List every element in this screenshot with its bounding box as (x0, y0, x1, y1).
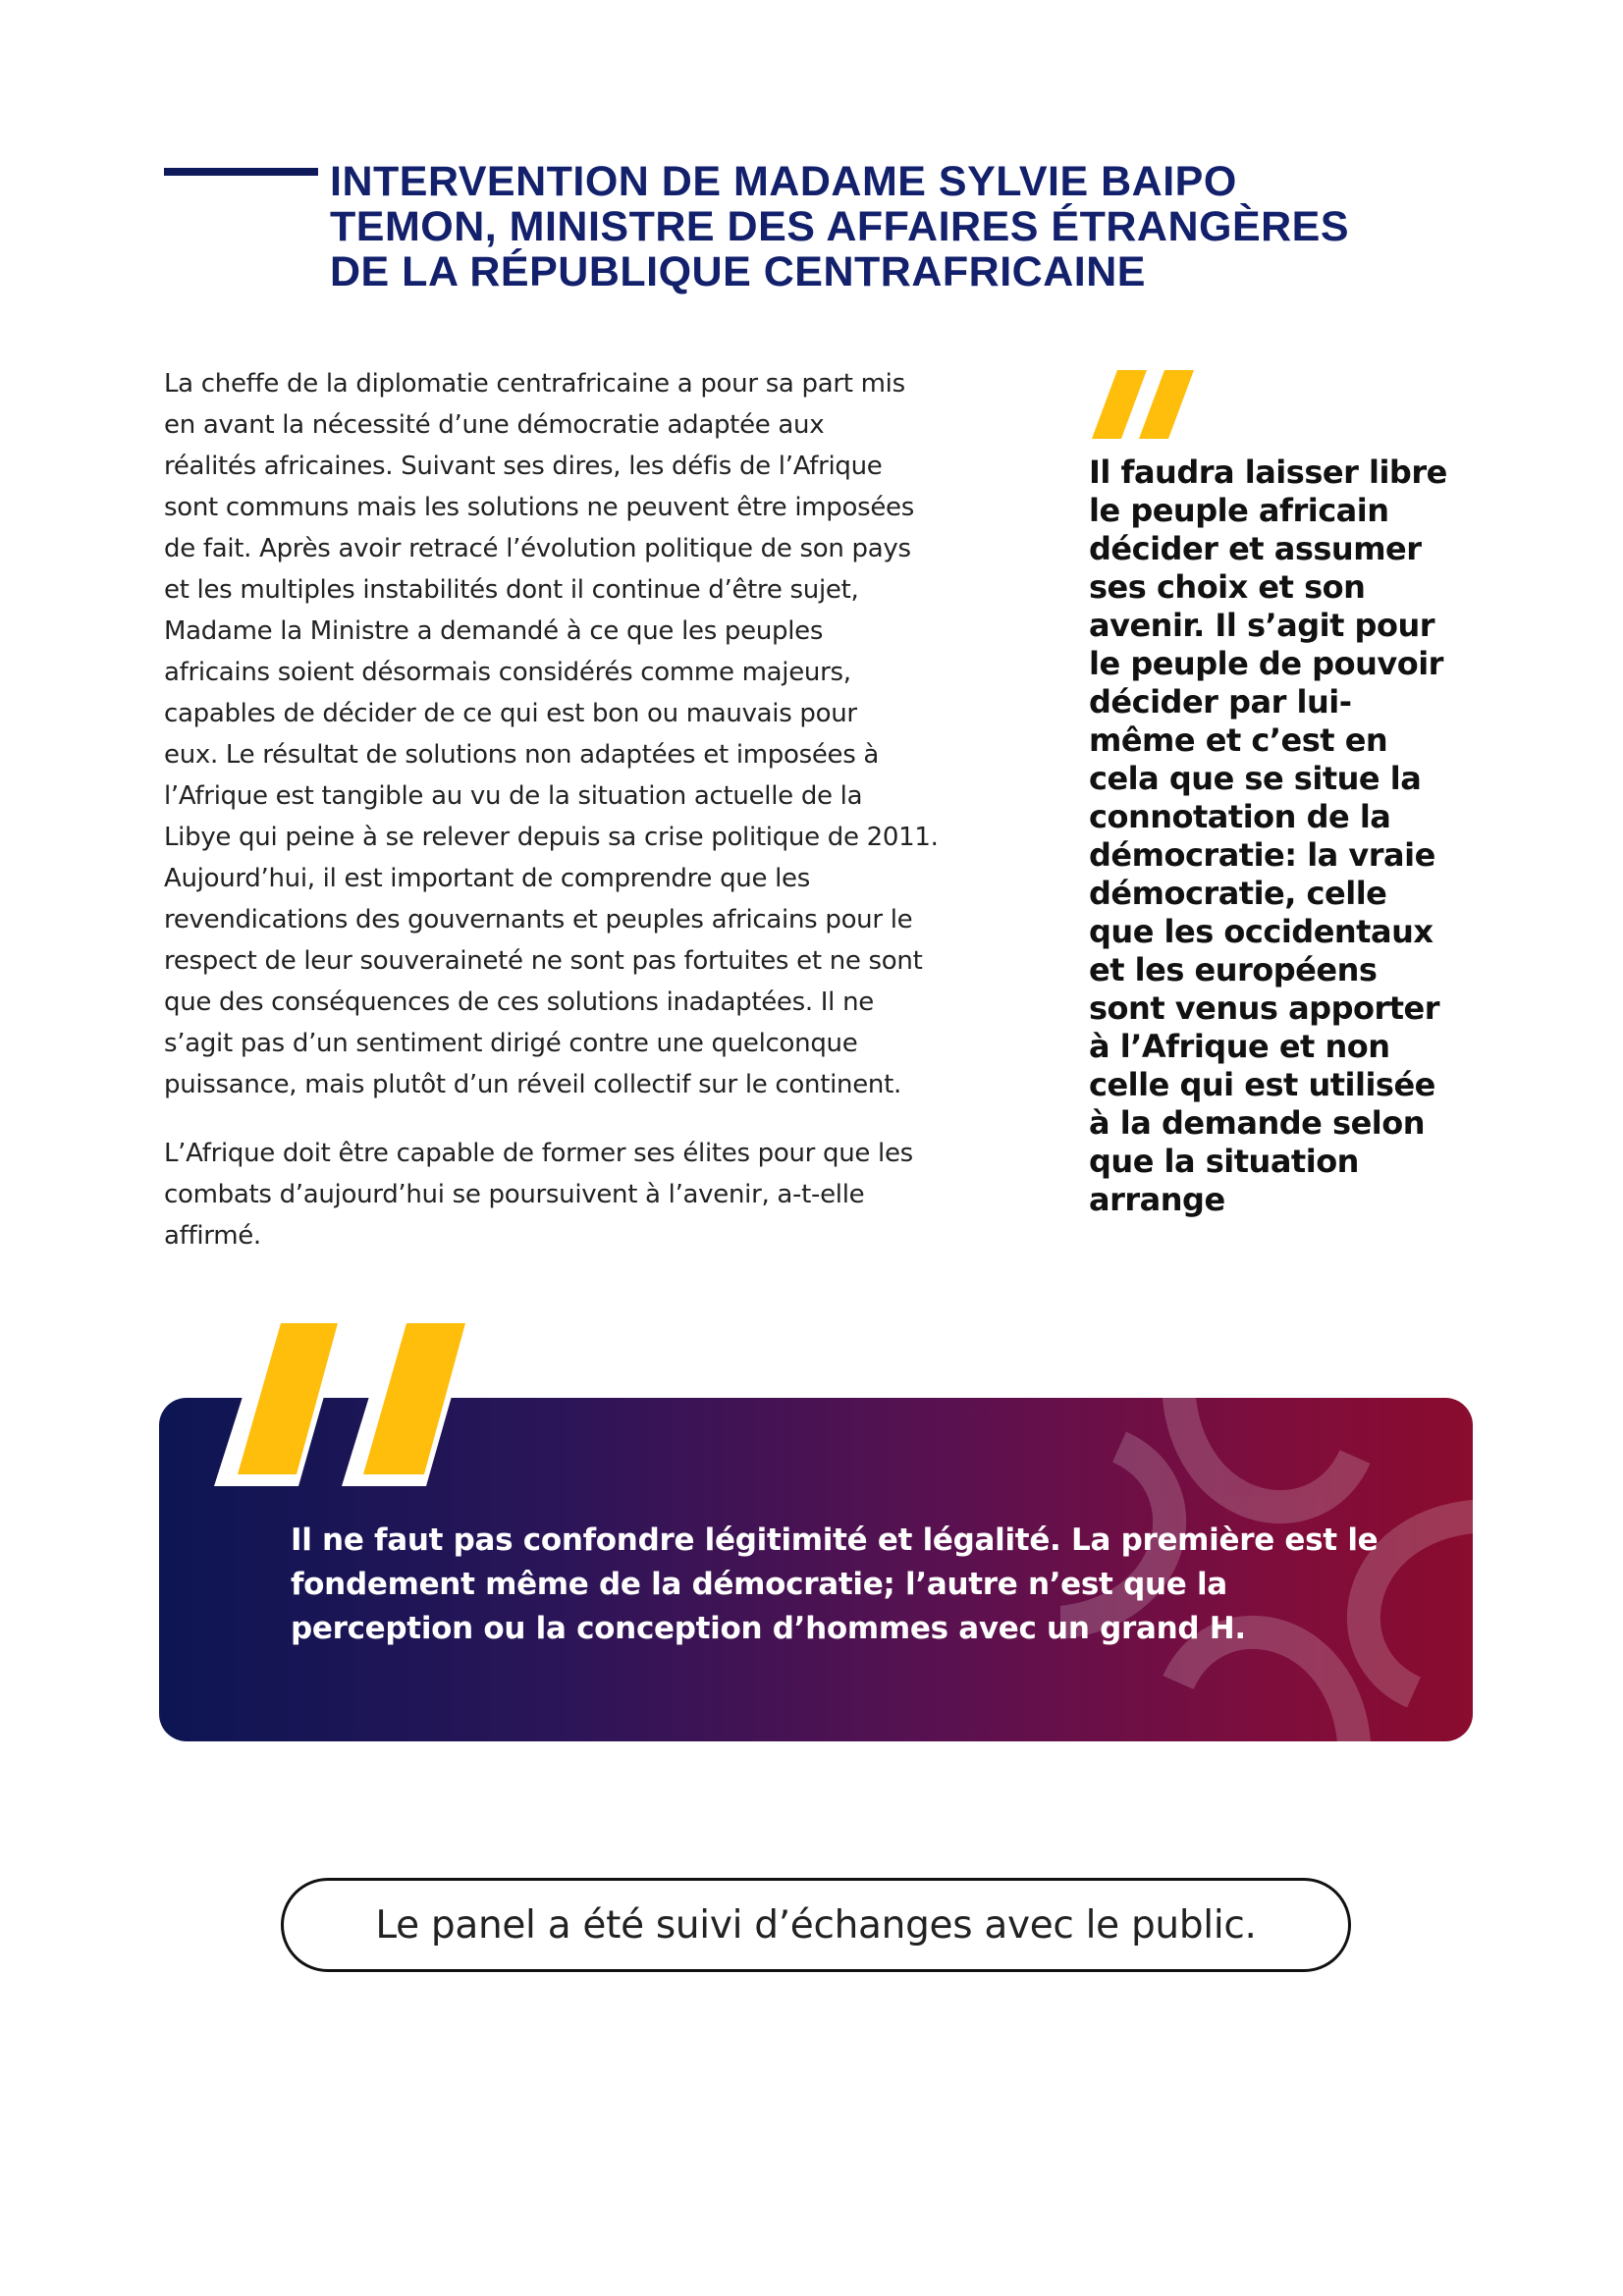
pull-quote-line: Il faudra laisser libre (1089, 454, 1447, 491)
banner-quote-text (291, 1519, 1420, 1651)
body-line: combats d’aujourd’hui se poursuivent à l’avenir, a-t-elle (164, 1180, 865, 1209)
pull-quote-line: démocratie: la vraie (1089, 836, 1435, 874)
body-line: La cheffe de la diplomatie centrafricaine a pour sa part mis (164, 369, 905, 399)
body-line: L’Afrique doit être capable de former ses élites pour que les (164, 1139, 913, 1168)
body-line: l’Afrique est tangible au vu de la situation actuelle de la (164, 781, 863, 811)
pull-quote-line: celle qui est utilisée (1089, 1066, 1435, 1103)
pull-quote-line: connotation de la (1089, 798, 1391, 835)
pull-quote-line: avenir. Il s’agit pour (1089, 607, 1434, 644)
body-line: Madame la Ministre a demandé à ce que les peuples (164, 616, 824, 646)
body-line: réalités africaines. Suivant ses dires, les défis de l’Afrique (164, 452, 883, 481)
pull-quote-line: ses choix et son (1089, 568, 1366, 606)
pull-quote-line: démocratie, celle (1089, 875, 1387, 912)
pull-quote (1089, 454, 1482, 1219)
pull-quote-line: arrange (1089, 1181, 1225, 1218)
page-title-line: INTERVENTION DE MADAME SYLVIE BAIPO (330, 158, 1237, 205)
pull-quote-line: sont venus apporter (1089, 989, 1440, 1027)
pull-quote-line: à l’Afrique et non (1089, 1028, 1390, 1065)
article-body (164, 363, 1008, 1284)
body-line: puissance, mais plutôt d’un réveil collectif sur le continent. (164, 1070, 901, 1099)
heading-rule (164, 168, 318, 176)
body-line: Aujourd’hui, il est important de comprendre que les (164, 864, 810, 893)
pull-quote-line: même et c’est en (1089, 721, 1388, 759)
pull-quote-line: que la situation (1089, 1143, 1359, 1180)
body-line: en avant la nécessité d’une démocratie adaptée aux (164, 410, 825, 440)
pull-quote-line: le peuple de pouvoir (1089, 645, 1443, 682)
body-line: Libye qui peine à se relever depuis sa crise politique de 2011. (164, 823, 939, 852)
banner-quote-line: Il ne faut pas confondre légitimité et légalité. La première est le (291, 1522, 1379, 1558)
pull-quote-line: que les occidentaux (1089, 913, 1434, 950)
body-line: africains soient désormais considérés comme majeurs, (164, 658, 851, 687)
body-line: sont communs mais les solutions ne peuvent être imposées (164, 493, 914, 522)
quote-mark-icon (208, 1311, 483, 1488)
pull-quote-line: décider et assumer (1089, 530, 1422, 567)
footer-note: Le panel a été suivi d’échanges avec le public. (281, 1878, 1351, 1972)
banner-quote-line: perception ou la conception d’hommes avec un grand H. (291, 1611, 1246, 1646)
pull-quote-line: et les européens (1089, 951, 1378, 988)
body-paragraph-2 (164, 1133, 1008, 1256)
page-title-line: DE LA RÉPUBLIQUE CENTRAFRICAINE (330, 248, 1146, 295)
pull-quote-line: à la demande selon (1089, 1104, 1425, 1142)
pull-quote-line: cela que se situe la (1089, 760, 1422, 797)
body-line: de fait. Après avoir retracé l’évolution politique de son pays (164, 534, 911, 563)
pull-quote-line: le peuple africain (1089, 492, 1389, 529)
body-line: respect de leur souveraineté ne sont pas fortuites et ne sont (164, 946, 923, 976)
quote-mark-icon (1088, 370, 1196, 439)
page-title (330, 159, 1488, 294)
page-title-line: TEMON, MINISTRE DES AFFAIRES ÉTRANGÈRES (330, 203, 1350, 250)
body-line: que des conséquences de ces solutions inadaptées. Il ne (164, 988, 874, 1017)
banner-quote-line: fondement même de la démocratie; l’autre n’est que la (291, 1567, 1227, 1602)
body-line: revendications des gouvernants et peuples africains pour le (164, 905, 913, 934)
body-line: et les multiples instabilités dont il continue d’être sujet, (164, 575, 859, 605)
body-line: affirmé. (164, 1221, 261, 1251)
body-line: eux. Le résultat de solutions non adaptées et imposées à (164, 740, 880, 770)
body-paragraph-1 (164, 363, 1008, 1105)
body-line: capables de décider de ce qui est bon ou mauvais pour (164, 699, 857, 728)
pull-quote-line: décider par lui- (1089, 683, 1352, 721)
body-line: s’agit pas d’un sentiment dirigé contre une quelconque (164, 1029, 858, 1058)
